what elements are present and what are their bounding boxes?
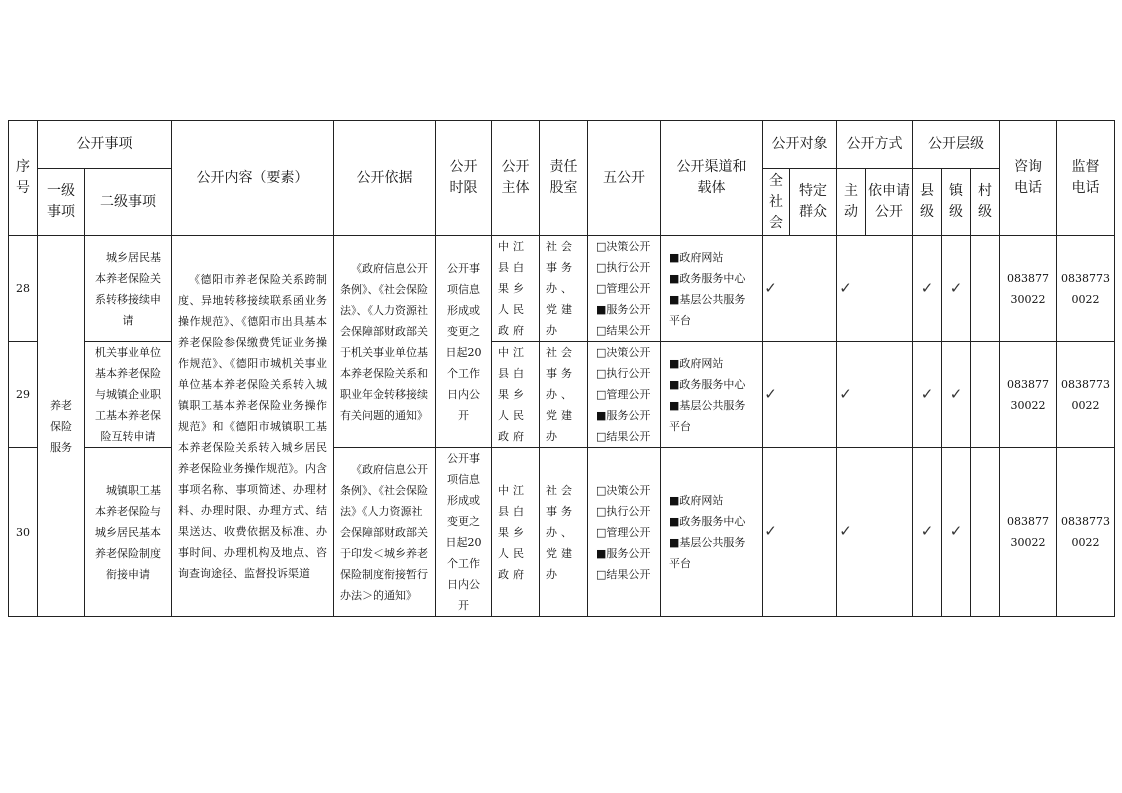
five-item: □结果公开 <box>596 324 651 337</box>
header-target-all: 全社会 <box>763 169 790 236</box>
time-limit-cell: 公开事项信息形成或变更之日起20个工作日内公开 <box>436 448 492 617</box>
five-item: □结果公开 <box>596 567 651 581</box>
five-cell <box>588 236 661 342</box>
five-cell <box>588 342 661 448</box>
five-item: □执行公开 <box>596 261 651 274</box>
channel-item: ■政府网站 <box>669 250 724 264</box>
tier-town-check <box>942 236 971 342</box>
tier-village-cell <box>971 448 1000 617</box>
check-mark-icon: ✓ <box>920 278 934 297</box>
header-seq: 序号 <box>9 121 38 236</box>
check-mark-icon: ✓ <box>839 384 852 403</box>
row-seq: 28 <box>9 236 38 342</box>
supervise-phone: 08387730022 <box>1057 236 1115 342</box>
header-tier-village: 村级 <box>971 169 1000 236</box>
five-item: □决策公开 <box>596 483 651 497</box>
consult-phone: 08387730022 <box>1000 342 1057 448</box>
check-mark-icon: ✓ <box>920 384 934 403</box>
subject-cell: 中江县白果乡人民政府 <box>492 236 540 342</box>
header-consult: 咨询电话 <box>1000 121 1057 236</box>
header-dept: 责任股室 <box>540 121 588 236</box>
supervise-phone: 08387730022 <box>1057 448 1115 617</box>
check-mark-icon: ✓ <box>839 278 852 297</box>
channel-cell <box>661 342 763 448</box>
header-channel: 公开渠道和载体 <box>661 121 763 236</box>
five-item: ■服务公开 <box>596 409 651 422</box>
tier-village-cell <box>971 342 1000 448</box>
channel-cell <box>661 236 763 342</box>
check-mark-icon: ✓ <box>764 278 777 297</box>
dept-cell: 社会事务办、党建办 <box>540 236 588 342</box>
channel-item: ■政务服务中心 <box>669 515 746 528</box>
method-active-check <box>837 342 913 448</box>
basis-cell: 《政府信息公开条例》、《社会保险法》、《人力资源社会保障部财政部关于机关事业单位基本养老保险关系和职业年金转移接续有关问题的通知》 <box>334 236 436 448</box>
subject-cell: 中江县白果乡人民政府 <box>492 342 540 448</box>
header-target-specific: 特定群众 <box>790 169 837 236</box>
five-cell <box>588 448 661 617</box>
header-tier: 公开层级 <box>913 121 1000 169</box>
header-five: 五公开 <box>588 121 661 236</box>
tier-village-cell <box>971 236 1000 342</box>
basis-cell: 《政府信息公开条例》、《社会保险法》《人力资源社会保障部财政部关于印发＜城乡养老保险制度衔接暂行办法＞的通知》 <box>334 448 436 617</box>
five-item: □管理公开 <box>596 525 651 539</box>
tier-county-check <box>913 448 942 617</box>
level2-item: 城乡居民基本养老保险关系转移接续申请 <box>85 236 172 342</box>
header-tier-county: 县级 <box>913 169 942 236</box>
level2-item: 城镇职工基本养老保险与城乡居民基本养老保险制度衔接申请 <box>85 448 172 617</box>
five-item: □决策公开 <box>596 346 651 359</box>
five-item: ■服务公开 <box>596 303 651 316</box>
five-item: □执行公开 <box>596 367 651 380</box>
channel-item: ■政务服务中心 <box>669 271 746 285</box>
header-content: 公开内容（要素） <box>172 121 334 236</box>
time-limit-cell: 公开事项信息形成或变更之日起20个工作日内公开 <box>436 236 492 448</box>
channel-item: ■基层公共服务平台 <box>669 398 746 433</box>
channel-item: ■政府网站 <box>669 356 724 370</box>
header-supervise: 监督电话 <box>1057 121 1115 236</box>
subject-cell: 中江县白果乡人民政府 <box>492 448 540 617</box>
header-time-limit: 公开时限 <box>436 121 492 236</box>
tier-county-check <box>913 236 942 342</box>
header-level1: 一级事项 <box>38 169 85 236</box>
five-item: □管理公开 <box>596 388 651 401</box>
dept-cell: 社会事务办、党建办 <box>540 342 588 448</box>
row-seq: 30 <box>9 448 38 617</box>
check-mark-icon: ✓ <box>839 522 852 540</box>
five-item: □结果公开 <box>596 430 651 443</box>
disclosure-table <box>8 120 1115 617</box>
five-item: □执行公开 <box>596 504 651 518</box>
method-active-check <box>837 236 913 342</box>
header-level2: 二级事项 <box>85 169 172 236</box>
table-row <box>9 236 1115 342</box>
tier-county-check <box>913 342 942 448</box>
check-mark-icon: ✓ <box>764 522 777 540</box>
five-item: □管理公开 <box>596 282 651 295</box>
check-mark-icon: ✓ <box>949 278 963 297</box>
method-active-check <box>837 448 913 617</box>
header-basis: 公开依据 <box>334 121 436 236</box>
header-subject: 公开主体 <box>492 121 540 236</box>
five-item: ■服务公开 <box>596 546 651 560</box>
channel-item: ■基层公共服务平台 <box>669 536 746 570</box>
target-all-check <box>763 236 837 342</box>
level2-item: 机关事业单位基本养老保险与城镇企业职工基本养老保险互转申请 <box>85 342 172 448</box>
five-item: □决策公开 <box>596 240 651 253</box>
header-row-1 <box>9 121 1115 169</box>
channel-item: ■政府网站 <box>669 494 724 507</box>
check-mark-icon: ✓ <box>764 384 777 403</box>
header-method-apply: 依申请公开 <box>866 169 913 236</box>
tier-town-check <box>942 448 971 617</box>
consult-phone: 08387730022 <box>1000 448 1057 617</box>
channel-item: ■政务服务中心 <box>669 377 746 391</box>
header-method-active: 主动 <box>837 169 866 236</box>
row-seq: 29 <box>9 342 38 448</box>
header-tier-town: 镇级 <box>942 169 971 236</box>
header-target: 公开对象 <box>763 121 837 169</box>
header-items: 公开事项 <box>38 121 172 169</box>
channel-item: ■基层公共服务平台 <box>669 292 746 327</box>
channel-cell <box>661 448 763 617</box>
target-all-check <box>763 448 837 617</box>
target-all-check <box>763 342 837 448</box>
dept-cell: 社会事务办、党建办 <box>540 448 588 617</box>
level1-item: 养老保险服务 <box>38 236 85 617</box>
content-cell: 《德阳市养老保险关系跨制度、异地转移接续联系函业务操作规范》、《德阳市出具基本养老保险参保缴费凭证业务操作规范》、《德阳市城机关事业单位基本养老保险关系转入城镇职工基本养老保险业务操作规范》和《德阳市城镇职工基本养老保险关系转入城乡居民养老保险业务操作规范》。内含事项名称、事项简述、办理材料、办理时限、办理方式、结果送达、收费依据及标准、办事时间、办理机构及地点、咨询查询途径、监督投诉渠道 <box>172 236 334 617</box>
check-mark-icon: ✓ <box>949 522 963 540</box>
check-mark-icon: ✓ <box>920 522 934 540</box>
tier-town-check <box>942 342 971 448</box>
check-mark-icon: ✓ <box>949 384 963 403</box>
consult-phone: 08387730022 <box>1000 236 1057 342</box>
supervise-phone: 08387730022 <box>1057 342 1115 448</box>
header-method: 公开方式 <box>837 121 913 169</box>
